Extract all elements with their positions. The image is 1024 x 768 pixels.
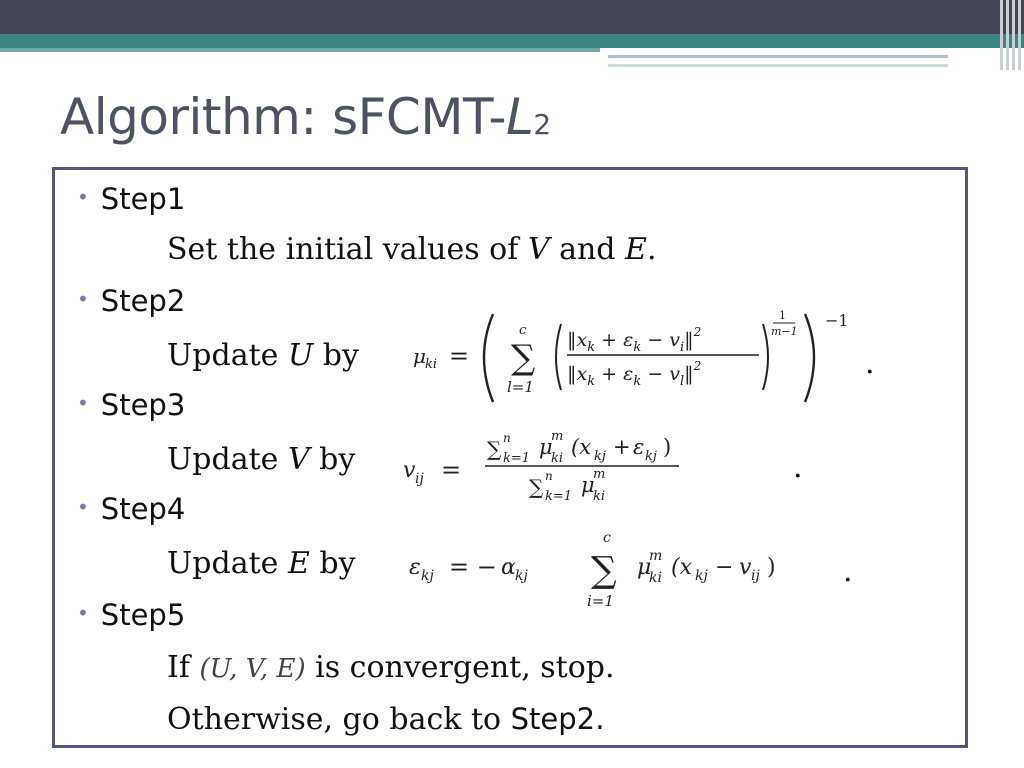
- title-text: Algorithm: sFCMT-: [60, 88, 506, 146]
- svg-text:−1: −1: [825, 311, 849, 330]
- svg-text:ki: ki: [593, 489, 606, 504]
- svg-text:μ: μ: [413, 344, 426, 368]
- period: .: [865, 346, 875, 381]
- svg-text:=: =: [449, 342, 470, 370]
- accent-band: [0, 34, 1024, 48]
- step-label: Step4: [100, 492, 186, 526]
- svg-text:m: m: [649, 548, 663, 564]
- bullet-icon: •: [77, 391, 89, 415]
- svg-text:∑: ∑: [511, 338, 536, 378]
- text: by: [309, 442, 356, 477]
- svg-text:1: 1: [779, 309, 786, 322]
- svg-text:−: −: [715, 555, 734, 580]
- svg-text:v: v: [403, 458, 416, 483]
- text: Update: [167, 338, 288, 373]
- svg-text:(x: (x: [671, 555, 692, 580]
- svg-text:+: +: [613, 435, 631, 459]
- svg-text:c: c: [519, 323, 527, 338]
- svg-text:∑: ∑: [529, 475, 544, 499]
- svg-text:kj: kj: [515, 568, 528, 584]
- text: Otherwise, go back to: [167, 702, 511, 737]
- step-label: Step3: [100, 388, 186, 422]
- var: V: [287, 442, 310, 477]
- svg-text:n: n: [545, 469, 553, 483]
- bullet-icon: •: [77, 185, 89, 209]
- svg-text:ε: ε: [633, 435, 645, 459]
- text: Set the initial values of: [167, 232, 528, 267]
- step-1-text: [167, 232, 657, 267]
- step-3-text: [167, 442, 355, 477]
- decorative-line: [608, 55, 948, 58]
- step-3-heading: [77, 388, 185, 422]
- svg-text:∑: ∑: [591, 550, 617, 591]
- svg-text:ij: ij: [415, 471, 424, 487]
- var: E: [625, 232, 647, 267]
- formula-v-update: [399, 422, 799, 518]
- svg-text:k=1: k=1: [503, 451, 531, 466]
- step-5-text: [167, 650, 615, 685]
- svg-text:= −: = −: [449, 553, 497, 581]
- step-label: Step1: [100, 182, 186, 216]
- svg-text:=: =: [441, 456, 462, 484]
- text: Update: [167, 442, 288, 477]
- svg-text:ki: ki: [551, 451, 564, 466]
- svg-text:m: m: [551, 429, 564, 444]
- step-4-heading: [77, 492, 185, 526]
- top-banner: [0, 0, 1024, 34]
- svg-text:ij: ij: [751, 568, 760, 584]
- text: is convergent, stop.: [305, 650, 615, 685]
- step-label: Step2: [100, 284, 186, 318]
- svg-text:i=1: i=1: [587, 592, 614, 610]
- svg-text:): ): [767, 555, 776, 580]
- step-4-text: [167, 546, 356, 581]
- var: V: [527, 232, 550, 267]
- title-subscript: 2: [533, 108, 551, 141]
- formula-mu-update: [407, 302, 867, 412]
- svg-text:m: m: [593, 467, 606, 482]
- svg-text:ki: ki: [425, 357, 438, 372]
- step-2-heading: [77, 284, 185, 318]
- slide-title: [60, 88, 551, 146]
- svg-text:l=1: l=1: [507, 378, 534, 396]
- accent-band-thin: [0, 48, 600, 52]
- text: If: [167, 650, 200, 685]
- title-italic-letter: L: [505, 88, 534, 146]
- period: .: [793, 450, 803, 485]
- content-box: [52, 167, 968, 748]
- text: .: [595, 702, 605, 737]
- text: by: [313, 338, 359, 373]
- svg-text:μ: μ: [637, 555, 652, 580]
- svg-text:μ: μ: [581, 473, 595, 497]
- step-2-text: [167, 338, 359, 373]
- math-tuple: (U, V, E): [199, 654, 306, 684]
- var: U: [287, 338, 314, 373]
- svg-text:kj: kj: [421, 568, 434, 584]
- text: and: [549, 232, 626, 267]
- svg-text:μ: μ: [539, 435, 553, 459]
- period: .: [843, 554, 853, 589]
- step-5-otherwise: [167, 702, 605, 737]
- formula-e-update: [405, 520, 845, 620]
- svg-text:k=1: k=1: [545, 489, 573, 504]
- svg-text:): ): [663, 435, 672, 459]
- svg-text:ε: ε: [409, 555, 421, 580]
- svg-text:∑: ∑: [487, 437, 502, 461]
- step-5-heading: [77, 598, 185, 632]
- svg-text:‖xk + εk − vi‖2: $‖x_k + \varepsilon_k$ − $v_i‖^2$: [567, 325, 702, 355]
- step-reference: Step2: [510, 702, 596, 736]
- text: by: [309, 546, 356, 581]
- step-label: Step5: [100, 598, 186, 632]
- text: Update: [167, 546, 288, 581]
- decorative-line: [608, 64, 948, 67]
- svg-text:m−1: m−1: [771, 325, 798, 338]
- svg-text:n: n: [503, 431, 511, 445]
- svg-text:v: v: [739, 555, 752, 580]
- corner-stripes: [998, 0, 1024, 70]
- text: .: [646, 232, 657, 267]
- bullet-icon: •: [77, 287, 89, 311]
- svg-text:(x: (x: [571, 435, 592, 459]
- svg-text:α: α: [501, 555, 516, 580]
- bullet-icon: •: [77, 495, 89, 519]
- svg-text:ki: ki: [649, 570, 662, 586]
- svg-text:‖xk + εk − vl‖2: $‖x_k + \varepsilon_k$ − $v_l‖^2$: [567, 359, 702, 389]
- svg-text:kj: kj: [645, 449, 657, 464]
- svg-text:c: c: [603, 530, 611, 546]
- svg-text:kj: kj: [594, 449, 606, 464]
- step-1-heading: [77, 182, 185, 216]
- var: E: [287, 546, 310, 581]
- svg-text:kj: kj: [695, 568, 708, 584]
- bullet-icon: •: [77, 601, 89, 625]
